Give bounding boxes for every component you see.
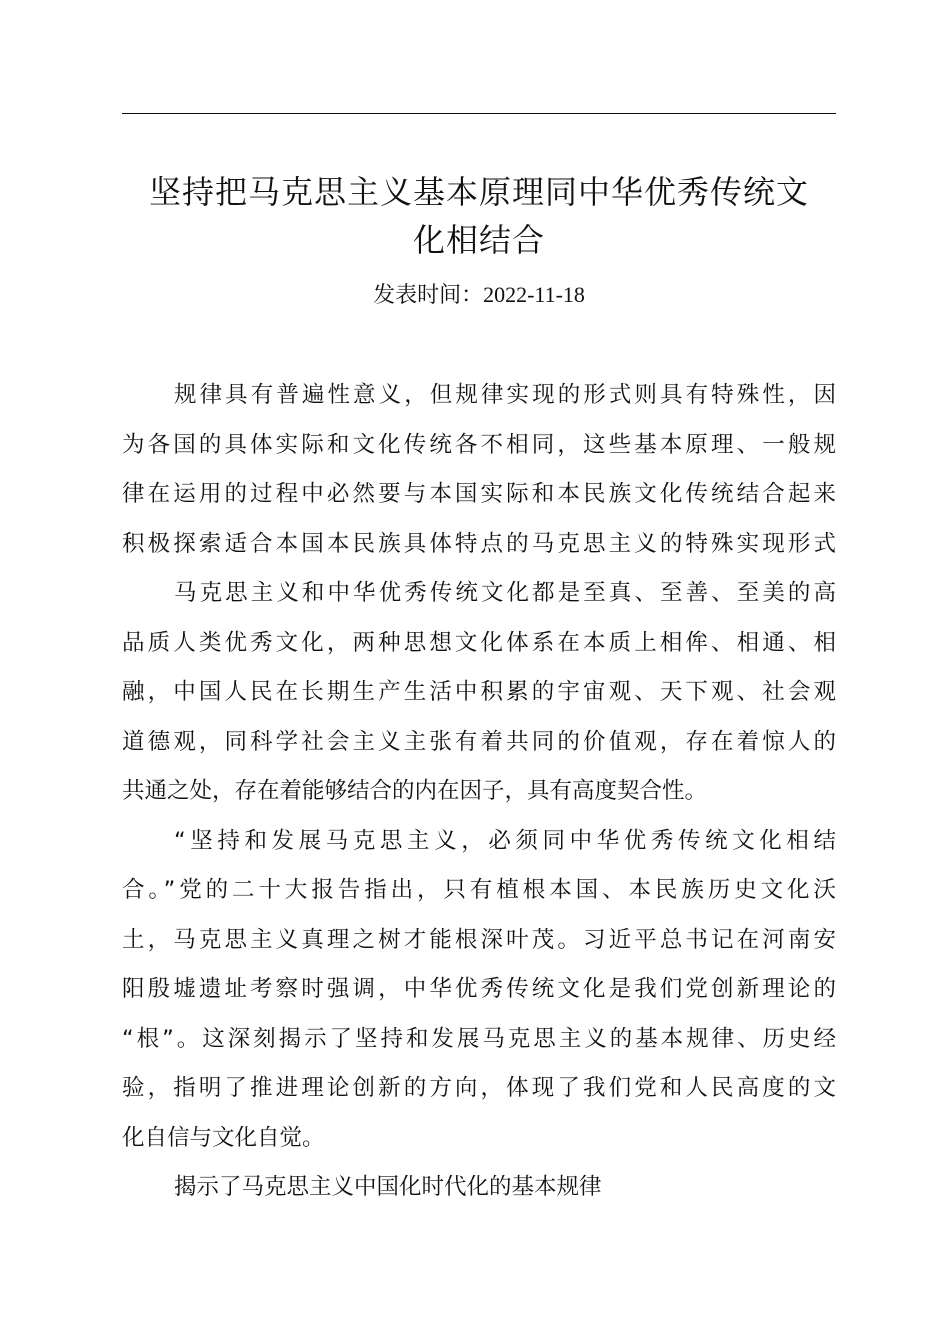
publish-date-value: 2022-11-18 bbox=[483, 282, 585, 307]
title-line: 坚持把马克思主义基本原理同中华优秀传统文 bbox=[148, 173, 809, 211]
text-line: 规律具有普遍性意义，但规律实现的形式则具有特殊性，因 bbox=[174, 382, 836, 408]
publish-date bbox=[122, 279, 836, 312]
text-line: “根”。这深刻揭示了坚持和发展马克思主义的基本规律、历史经 bbox=[122, 1025, 836, 1052]
paragraph bbox=[122, 1163, 842, 1213]
text-line: 土，马克思主义真理之树才能根深叶茂。习近平总书记在河南安 bbox=[122, 926, 836, 953]
text-line: 化自信与文化自觉。 bbox=[122, 1124, 325, 1151]
paragraph bbox=[122, 569, 842, 817]
text-line: 马克思主义和中华优秀传统文化都是至真、至善、至美的高 bbox=[174, 580, 836, 606]
paragraph bbox=[122, 817, 842, 1164]
text-line: 融，中国人民在长期生产生活中积累的宇宙观、天下观、社会观 bbox=[122, 679, 836, 705]
text-line: 道德观，同科学社会主义主张有着共同的价值观，存在着惊人的 bbox=[122, 728, 836, 755]
text-line: 合。”党的二十大报告指出，只有植根本国、本民族历史文化沃 bbox=[122, 877, 836, 903]
title-line: 化相结合 bbox=[412, 221, 545, 259]
text-line: 为各国的具体实际和文化传统各不相同，这些基本原理、一般规 bbox=[122, 431, 836, 458]
publish-date-label: 发表时间： bbox=[373, 283, 484, 308]
text-line: 揭示了马克思主义中国化时代化的基本规律 bbox=[174, 1174, 602, 1200]
article-body bbox=[122, 371, 842, 1213]
text-line: 品质人类优秀文化，两种思想文化体系在本质上相侔、相通、相 bbox=[122, 629, 836, 656]
paragraph bbox=[122, 371, 842, 569]
article-title bbox=[122, 168, 836, 264]
text-line: 共通之处，存在着能够结合的内在因子，具有高度契合性。 bbox=[122, 778, 708, 804]
text-line: 验，指明了推进理论创新的方向，体现了我们党和人民高度的文 bbox=[122, 1075, 836, 1101]
text-line: 积极探索适合本国本民族具体特点的马克思主义的特殊实现形式 bbox=[122, 530, 836, 557]
text-line: 阳殷墟遗址考察时强调，中华优秀传统文化是我们党创新理论的 bbox=[122, 976, 836, 1002]
text-line: “坚持和发展马克思主义，必须同中华优秀传统文化相结 bbox=[174, 827, 836, 854]
text-line: 律在运用的过程中必然要与本国实际和本民族文化传统结合起来 bbox=[122, 481, 836, 507]
header-rule bbox=[122, 113, 836, 114]
